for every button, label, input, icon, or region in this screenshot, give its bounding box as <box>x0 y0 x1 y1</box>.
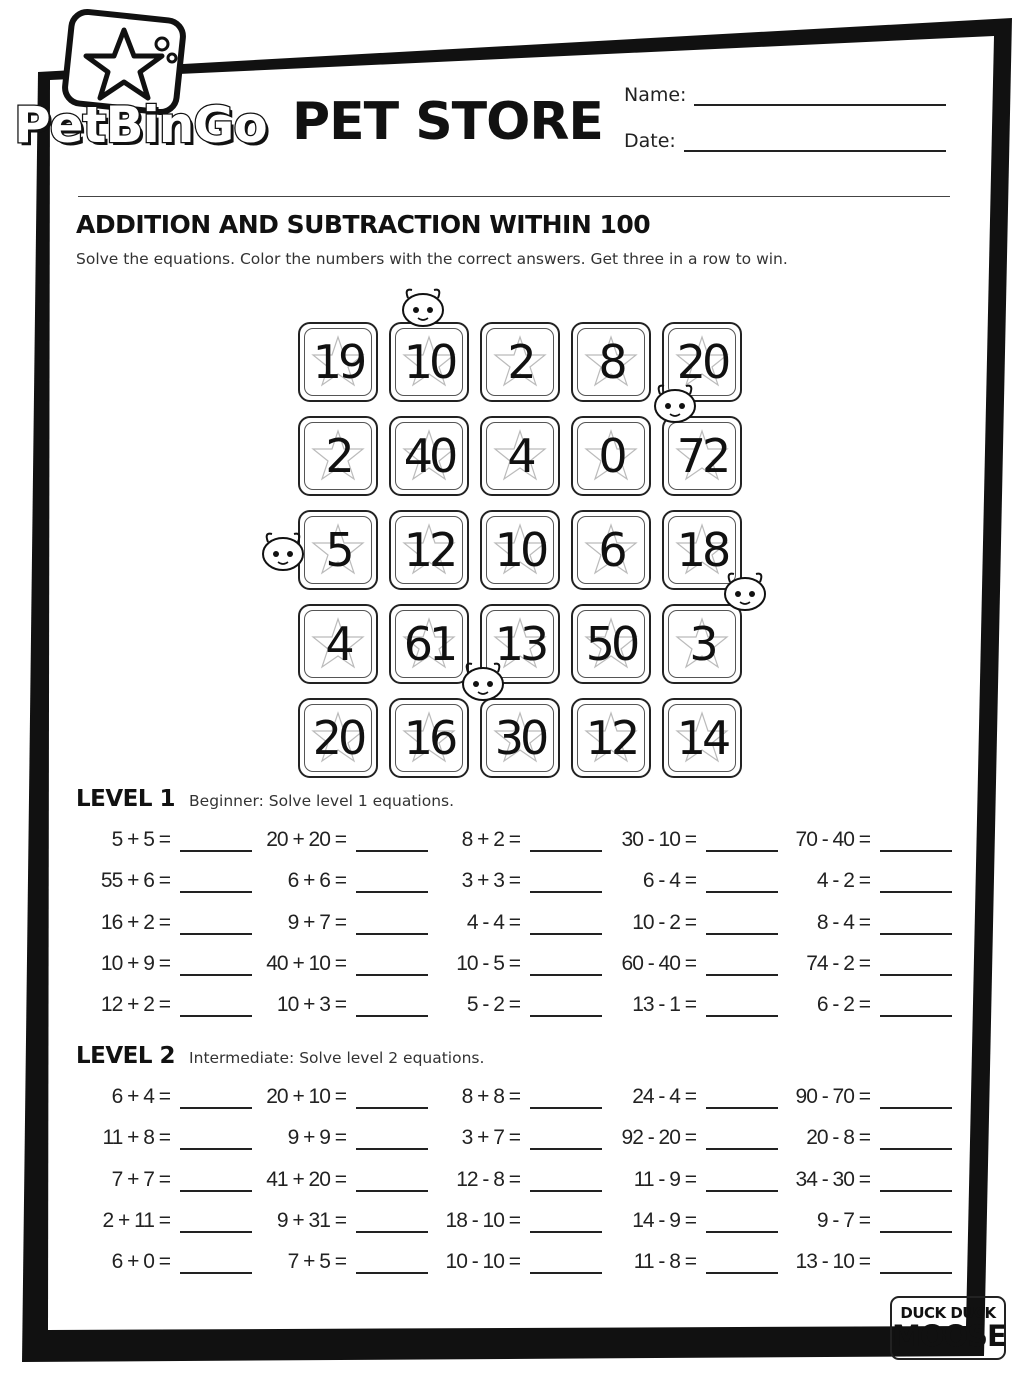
answer-blank[interactable] <box>530 913 602 935</box>
bingo-number: 18 <box>676 523 728 577</box>
equation-text: 9 + 7 = <box>287 910 346 934</box>
equation <box>436 1083 602 1109</box>
bingo-number: 0 <box>598 429 624 483</box>
level-2-description: Intermediate: Solve level 2 equations. <box>189 1049 485 1067</box>
equation-text: 30 - 10 = <box>621 828 696 851</box>
level-2-label: LEVEL 2 <box>76 1043 176 1069</box>
answer-blank[interactable] <box>530 954 602 976</box>
equation-text: 8 + 2 = <box>461 828 520 851</box>
page-title: PET STORE <box>292 92 603 152</box>
name-field <box>624 84 946 106</box>
bingo-tile[interactable] <box>389 322 469 402</box>
date-label: Date: <box>624 130 676 152</box>
bingo-number: 50 <box>585 617 637 671</box>
section-title: ADDITION AND SUBTRACTION WITHIN 100 <box>76 210 651 239</box>
equation <box>436 909 602 935</box>
answer-blank[interactable] <box>706 1170 778 1192</box>
equation <box>262 950 428 976</box>
answer-blank[interactable] <box>706 913 778 935</box>
equation <box>612 1166 778 1192</box>
equation <box>612 1124 778 1150</box>
equation <box>262 826 428 852</box>
answer-blank[interactable] <box>356 1211 428 1233</box>
equation-text: 55 + 6 = <box>100 869 170 893</box>
name-line[interactable] <box>694 86 946 106</box>
equation <box>86 1124 252 1150</box>
bingo-number: 72 <box>676 429 728 483</box>
answer-blank[interactable] <box>356 995 428 1017</box>
answer-blank[interactable] <box>180 1128 252 1150</box>
answer-blank[interactable] <box>180 995 252 1017</box>
equation-text: 20 + 10 = <box>266 1085 346 1108</box>
equation-text: 10 - 5 = <box>456 951 520 975</box>
equation-text: 10 + 3 = <box>276 993 346 1017</box>
answer-blank[interactable] <box>530 1087 602 1109</box>
equation <box>612 991 778 1017</box>
bingo-number: 40 <box>403 429 455 483</box>
bingo-number: 16 <box>403 711 455 765</box>
instructions: Solve the equations. Color the numbers with the correct answers. Get three in a row to win. <box>76 250 788 268</box>
equation <box>786 1083 952 1109</box>
answer-blank[interactable] <box>180 1211 252 1233</box>
equation-text: 20 - 8 = <box>806 1126 870 1150</box>
answer-blank[interactable] <box>180 830 252 852</box>
equation <box>786 950 952 976</box>
equation <box>86 826 252 852</box>
answer-blank[interactable] <box>880 995 952 1017</box>
equation <box>612 950 778 976</box>
bingo-number: 6 <box>598 523 624 577</box>
bingo-number: 5 <box>325 523 351 577</box>
answer-blank[interactable] <box>356 1252 428 1274</box>
equation <box>262 991 428 1017</box>
equation <box>612 1207 778 1233</box>
answer-blank[interactable] <box>880 1252 952 1274</box>
equation <box>86 1248 252 1274</box>
answer-blank[interactable] <box>880 1087 952 1109</box>
equation <box>86 1207 252 1233</box>
answer-blank[interactable] <box>356 1170 428 1192</box>
answer-blank[interactable] <box>880 1170 952 1192</box>
equation <box>786 826 952 852</box>
bingo-tile[interactable] <box>480 698 560 778</box>
answer-blank[interactable] <box>530 1211 602 1233</box>
equation-text: 92 - 20 = <box>621 1126 696 1150</box>
date-line[interactable] <box>684 132 946 152</box>
equation-text: 10 - 2 = <box>632 910 696 934</box>
bingo-tile[interactable] <box>662 416 742 496</box>
equation-text: 6 - 4 = <box>642 869 696 893</box>
answer-blank[interactable] <box>706 995 778 1017</box>
equation <box>612 826 778 852</box>
equation <box>262 1248 428 1274</box>
bingo-number: 2 <box>507 335 533 389</box>
brand-top: DUCK DUCK <box>900 1304 996 1322</box>
pet-icon <box>396 284 450 328</box>
bingo-tile[interactable] <box>571 322 651 402</box>
equation <box>786 1124 952 1150</box>
equation-text: 6 + 4 = <box>111 1085 170 1108</box>
equation <box>262 1207 428 1233</box>
bingo-number: 13 <box>494 617 546 671</box>
answer-blank[interactable] <box>706 1211 778 1233</box>
equation <box>262 867 428 893</box>
equation <box>262 1083 428 1109</box>
bingo-number: 10 <box>494 523 546 577</box>
equation <box>436 991 602 1017</box>
answer-blank[interactable] <box>180 1087 252 1109</box>
bingo-tile[interactable] <box>480 416 560 496</box>
level-2-header <box>76 1043 484 1069</box>
answer-blank[interactable] <box>880 1211 952 1233</box>
equation <box>612 1248 778 1274</box>
equation <box>786 991 952 1017</box>
equation-text: 24 - 4 = <box>632 1085 696 1108</box>
bingo-number: 4 <box>507 429 533 483</box>
answer-blank[interactable] <box>530 995 602 1017</box>
equation-text: 3 + 7 = <box>461 1126 520 1150</box>
bingo-tile[interactable] <box>298 510 378 590</box>
level-1-label: LEVEL 1 <box>76 786 176 812</box>
equation <box>786 867 952 893</box>
equation-text: 90 - 70 = <box>795 1085 870 1108</box>
answer-blank[interactable] <box>180 1170 252 1192</box>
equation-text: 13 - 1 = <box>632 993 696 1017</box>
equation-text: 2 + 11 = <box>102 1208 170 1232</box>
equation-text: 7 + 7 = <box>111 1167 170 1191</box>
equation <box>86 991 252 1017</box>
pet-icon <box>256 528 310 572</box>
bingo-grid <box>298 322 744 780</box>
equation-text: 20 + 20 = <box>266 828 346 851</box>
equation-text: 13 - 10 = <box>795 1250 870 1274</box>
equation-text: 16 + 2 = <box>100 910 170 934</box>
equation-text: 6 + 0 = <box>111 1250 170 1274</box>
answer-blank[interactable] <box>356 913 428 935</box>
equation <box>436 867 602 893</box>
equation <box>786 1166 952 1192</box>
bingo-tile[interactable] <box>298 416 378 496</box>
pet-icon <box>456 658 510 702</box>
equation <box>612 1083 778 1109</box>
answer-blank[interactable] <box>356 871 428 893</box>
bingo-number: 19 <box>312 335 364 389</box>
bingo-number: 20 <box>676 335 728 389</box>
answer-blank[interactable] <box>880 954 952 976</box>
bingo-tile[interactable] <box>298 322 378 402</box>
bingo-number: 20 <box>312 711 364 765</box>
answer-blank[interactable] <box>706 871 778 893</box>
equation-text: 70 - 40 = <box>795 828 870 851</box>
equation <box>786 1248 952 1274</box>
bingo-number: 12 <box>403 523 455 577</box>
level-1-description: Beginner: Solve level 1 equations. <box>189 792 455 810</box>
bingo-number: 4 <box>325 617 351 671</box>
bingo-number: 14 <box>676 711 728 765</box>
duck-duck-moose-logo <box>890 1296 1006 1360</box>
equation-text: 11 - 8 = <box>633 1250 696 1274</box>
answer-blank[interactable] <box>880 871 952 893</box>
equation <box>436 1124 602 1150</box>
answer-blank[interactable] <box>180 954 252 976</box>
answer-blank[interactable] <box>356 1128 428 1150</box>
equation <box>436 950 602 976</box>
answer-blank[interactable] <box>706 830 778 852</box>
answer-blank[interactable] <box>180 871 252 893</box>
answer-blank[interactable] <box>880 830 952 852</box>
equation <box>786 909 952 935</box>
equation-text: 34 - 30 = <box>795 1167 870 1191</box>
equation <box>786 1207 952 1233</box>
equation <box>262 1166 428 1192</box>
equation-text: 14 - 9 = <box>632 1208 696 1232</box>
bingo-tile[interactable] <box>389 416 469 496</box>
date-field <box>624 130 946 152</box>
answer-blank[interactable] <box>356 954 428 976</box>
bingo-number: 2 <box>325 429 351 483</box>
bingo-tile[interactable] <box>571 698 651 778</box>
equation-text: 18 - 10 = <box>445 1208 520 1232</box>
equation-text: 11 + 8 = <box>102 1126 170 1150</box>
equation <box>436 1166 602 1192</box>
answer-blank[interactable] <box>706 1087 778 1109</box>
bingo-number: 10 <box>403 335 455 389</box>
equation <box>436 826 602 852</box>
pet-icon <box>718 568 772 612</box>
answer-blank[interactable] <box>180 913 252 935</box>
equation <box>436 1207 602 1233</box>
answer-blank[interactable] <box>530 871 602 893</box>
bingo-tile[interactable] <box>389 698 469 778</box>
bingo-number: 61 <box>403 617 455 671</box>
bingo-tile[interactable] <box>298 698 378 778</box>
name-label: Name: <box>624 84 687 106</box>
equation-text: 12 - 8 = <box>456 1167 520 1191</box>
equation <box>612 909 778 935</box>
answer-blank[interactable] <box>356 830 428 852</box>
equation-text: 40 + 10 = <box>266 951 346 975</box>
equation-text: 41 + 20 = <box>266 1167 346 1191</box>
equation-text: 8 + 8 = <box>461 1085 520 1108</box>
equation <box>612 867 778 893</box>
answer-blank[interactable] <box>180 1252 252 1274</box>
equation-text: 4 - 2 = <box>816 869 870 893</box>
bingo-tile[interactable] <box>662 698 742 778</box>
bingo-tile[interactable] <box>662 604 742 684</box>
equation <box>86 867 252 893</box>
bingo-tile[interactable] <box>480 510 560 590</box>
answer-blank[interactable] <box>706 1128 778 1150</box>
equation <box>86 1083 252 1109</box>
equation-text: 60 - 40 = <box>621 951 696 975</box>
equation <box>86 1166 252 1192</box>
equation <box>262 1124 428 1150</box>
equation-text: 8 - 4 = <box>816 910 870 934</box>
equation-text: 3 + 3 = <box>461 869 520 893</box>
equation <box>262 909 428 935</box>
bingo-tile[interactable] <box>571 510 651 590</box>
bingo-number: 12 <box>585 711 637 765</box>
logo-text: PetBinGo <box>14 96 267 154</box>
level-1-header <box>76 786 454 812</box>
answer-blank[interactable] <box>530 830 602 852</box>
bingo-tile[interactable] <box>389 510 469 590</box>
equation <box>86 950 252 976</box>
answer-blank[interactable] <box>530 1252 602 1274</box>
brand-bottom: MOOSE <box>892 1319 1006 1353</box>
equation-text: 12 + 2 = <box>100 993 170 1017</box>
answer-blank[interactable] <box>880 913 952 935</box>
equation-text: 5 - 2 = <box>466 993 520 1017</box>
equation-text: 6 + 6 = <box>287 869 346 893</box>
bingo-number: 8 <box>598 335 624 389</box>
bingo-tile[interactable] <box>571 604 651 684</box>
equation-text: 10 + 9 = <box>100 951 170 975</box>
bingo-number: 30 <box>494 711 546 765</box>
bingo-number: 3 <box>689 617 715 671</box>
answer-blank[interactable] <box>356 1087 428 1109</box>
equation-text: 9 + 31 = <box>276 1208 346 1232</box>
answer-blank[interactable] <box>880 1128 952 1150</box>
equation-text: 9 + 9 = <box>287 1126 346 1150</box>
answer-blank[interactable] <box>706 1252 778 1274</box>
header-divider <box>78 196 950 197</box>
equation-text: 11 - 9 = <box>633 1167 696 1191</box>
bingo-tile[interactable] <box>571 416 651 496</box>
equation <box>436 1248 602 1274</box>
equation-text: 7 + 5 = <box>287 1250 346 1274</box>
equation <box>86 909 252 935</box>
equation-text: 9 - 7 = <box>816 1208 870 1232</box>
bingo-tile[interactable] <box>480 322 560 402</box>
answer-blank[interactable] <box>530 1128 602 1150</box>
answer-blank[interactable] <box>530 1170 602 1192</box>
pet-bingo-logo <box>6 8 268 168</box>
pet-icon <box>648 380 702 424</box>
equation-text: 5 + 5 = <box>111 828 170 851</box>
answer-blank[interactable] <box>706 954 778 976</box>
equation-text: 4 - 4 = <box>466 910 520 934</box>
equation-text: 74 - 2 = <box>806 951 870 975</box>
equation-text: 6 - 2 = <box>816 993 870 1017</box>
bingo-tile[interactable] <box>298 604 378 684</box>
equation-text: 10 - 10 = <box>445 1250 520 1274</box>
